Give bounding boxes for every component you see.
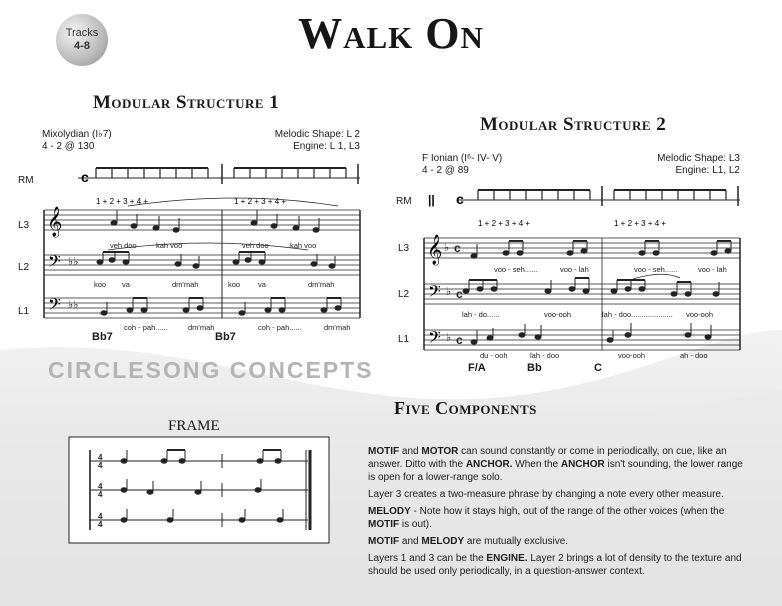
- modular1-engine: Engine: L 1, L3: [293, 141, 360, 152]
- svg-text:4: 4: [98, 461, 103, 470]
- badge-line1: Tracks: [65, 27, 99, 39]
- svg-text:c: c: [456, 191, 464, 207]
- m2-chord-2: Bb: [527, 362, 542, 374]
- component-keyword: MOTOR: [421, 446, 459, 457]
- m1-l1-lyric-3: coh - pah......: [258, 323, 302, 332]
- svg-text:𝄢: 𝄢: [48, 296, 61, 318]
- svg-text:𝄢: 𝄢: [428, 329, 441, 351]
- modular1-rm-staff: [78, 164, 360, 185]
- m2-l3-lyric-1: voo - seh......: [494, 265, 538, 274]
- svg-text:c: c: [454, 241, 461, 255]
- m1-l1-lyric-2: dm'mah: [188, 323, 215, 332]
- component-text: and: [399, 446, 422, 457]
- component-paragraph: [368, 445, 748, 484]
- component-text: is out).: [399, 519, 432, 530]
- svg-text:𝄢: 𝄢: [48, 253, 61, 275]
- component-keyword: MOTIF: [368, 536, 400, 547]
- m1-l1-lyric-4: dm'mah: [324, 323, 351, 332]
- modular1-heading: Modular Structure 1: [93, 92, 280, 113]
- svg-text:𝄢: 𝄢: [428, 283, 441, 305]
- m2-l2-lyric-2: voo-ooh: [544, 310, 572, 319]
- modular2-shape: Melodic Shape: L3: [657, 153, 740, 164]
- component-text: When the: [512, 459, 561, 470]
- m1-l2-lyric-1: koo: [94, 280, 107, 289]
- modular2-tempo: 4 - 2 @ 89: [422, 165, 469, 176]
- component-text: can sound constantly or come in periodically, on cue, like an answer. Ditto with the: [368, 446, 727, 470]
- component-text: - Note how it stays high, out of the range of the other voices (when the: [410, 506, 725, 517]
- modular2-label-rm: RM: [396, 196, 412, 207]
- page-title: Walk On: [298, 9, 484, 58]
- m2-chord-3: C: [594, 362, 602, 374]
- m1-chord-1: Bb7: [92, 331, 113, 343]
- modular2-score: [418, 182, 743, 360]
- modular2-label-l2: L2: [398, 289, 410, 300]
- modular1-label-rm: RM: [18, 175, 34, 186]
- svg-text:♭♭: ♭♭: [68, 299, 79, 311]
- component-text: Layer 2 brings a lot of density to the texture and should be used only periodically, in a question-answer context.: [368, 553, 742, 577]
- m1-l3-lyric-1: veh doo: [110, 241, 137, 250]
- component-paragraph: [368, 535, 748, 548]
- m2-chord-1: F/A: [468, 362, 486, 374]
- modular1-shape: Melodic Shape: L 2: [274, 129, 360, 140]
- modular1-mode: Mixolydian (I♭7): [42, 129, 112, 140]
- svg-text:𝄞: 𝄞: [47, 206, 63, 236]
- component-text: are mutually exclusive.: [464, 536, 569, 547]
- m1-l3-lyric-2: kah voo: [156, 241, 183, 250]
- modular1-label-l1: L1: [18, 306, 30, 317]
- svg-text:c: c: [456, 333, 463, 347]
- m2-l1-lyric-4: ah - doo: [680, 351, 708, 360]
- component-text: Layer 3 creates a two-measure phrase by changing a note every other measure.: [368, 489, 724, 500]
- m1-l2-lyric-6: dm'mah: [308, 280, 335, 289]
- five-components-body: [368, 445, 748, 582]
- modular2-mode: F Ionian (I⁶- IV- V): [422, 153, 503, 164]
- modular1-label-l2: L2: [18, 262, 30, 273]
- svg-text:||: ||: [428, 193, 435, 207]
- component-keyword: ANCHOR.: [465, 459, 513, 470]
- modular2-label-l3: L3: [398, 243, 410, 254]
- modular1-beats-b: 1 + 2 + 3 + 4 +: [234, 197, 287, 206]
- svg-text:4: 4: [98, 512, 103, 521]
- svg-text:♭♭: ♭♭: [68, 256, 79, 268]
- svg-text:4: 4: [98, 520, 103, 529]
- circlesong-concepts-watermark: CIRCLESONG CONCEPTS: [48, 357, 374, 383]
- svg-text:c: c: [81, 169, 89, 185]
- svg-text:4: 4: [98, 490, 103, 499]
- m2-l3-lyric-2: voo - lah: [560, 265, 589, 274]
- svg-text:♭: ♭: [446, 286, 452, 298]
- svg-text:c: c: [456, 287, 463, 301]
- modular2-label-l1: L1: [398, 334, 410, 345]
- modular2-beats-a: 1 + 2 + 3 + 4 +: [478, 219, 531, 228]
- m1-l3-lyric-4: kah voo: [290, 241, 317, 250]
- m2-l2-lyric-4: voo-ooh: [686, 310, 714, 319]
- modular1-beats-a: 1 + 2 + 3 + 4 +: [96, 197, 149, 206]
- component-keyword: MOTIF: [368, 519, 400, 530]
- m2-l2-lyric-3: lah - doo....................: [602, 310, 673, 319]
- modular2-beats-b: 1 + 2 + 3 + 4 +: [614, 219, 667, 228]
- m1-l2-lyric-5: va: [258, 280, 266, 289]
- modular2-rm-staff: [428, 186, 740, 207]
- badge-line2: 4-8: [74, 40, 90, 52]
- component-keyword: MELODY: [368, 506, 411, 517]
- component-keyword: MELODY: [421, 536, 465, 547]
- modular1-label-l3: L3: [18, 220, 30, 231]
- m2-l1-lyric-1: du - ooh: [480, 351, 508, 360]
- m1-l3-lyric-3: veh doo: [242, 241, 269, 250]
- component-paragraph: [368, 505, 748, 531]
- m1-chord-2: Bb7: [215, 331, 236, 343]
- m2-l2-lyric-1: lah - do......: [462, 310, 500, 319]
- five-components-heading: Five Components: [394, 398, 537, 418]
- m2-l1-lyric-3: voo-ooh: [618, 351, 646, 360]
- component-text: and: [399, 536, 422, 547]
- svg-text:4: 4: [98, 453, 103, 462]
- m1-l2-lyric-3: dm'mah: [172, 280, 199, 289]
- component-keyword: ANCHOR: [560, 459, 605, 470]
- svg-text:𝄞: 𝄞: [427, 234, 443, 264]
- modular2-heading: Modular Structure 2: [480, 114, 667, 135]
- m2-l1-lyric-2: lah - doo: [530, 351, 560, 360]
- m1-l1-lyric-1: coh - pah......: [124, 323, 168, 332]
- modular1-tempo: 4 - 2 @ 130: [42, 141, 95, 152]
- component-text: isn't sounding, the lower range is open for a lower-range solo.: [368, 459, 743, 483]
- component-text: Layers 1 and 3 can be the: [368, 553, 487, 564]
- component-paragraph: [368, 488, 748, 501]
- m1-l2-lyric-2: va: [122, 280, 130, 289]
- modular1-score: [38, 160, 363, 335]
- modular2-engine: Engine: L1, L2: [675, 165, 740, 176]
- m1-l2-lyric-4: koo: [228, 280, 241, 289]
- component-paragraph: [368, 552, 748, 578]
- svg-text:4: 4: [98, 482, 103, 491]
- svg-text:♭: ♭: [444, 242, 450, 254]
- component-keyword: ENGINE.: [486, 553, 528, 564]
- frame-box: [68, 436, 330, 544]
- m2-l3-lyric-4: voo - lah: [698, 265, 727, 274]
- svg-text:♭: ♭: [446, 332, 452, 344]
- m2-l3-lyric-3: voo - seh......: [634, 265, 678, 274]
- component-keyword: MOTIF: [368, 446, 400, 457]
- frame-heading: FRAME: [168, 418, 220, 434]
